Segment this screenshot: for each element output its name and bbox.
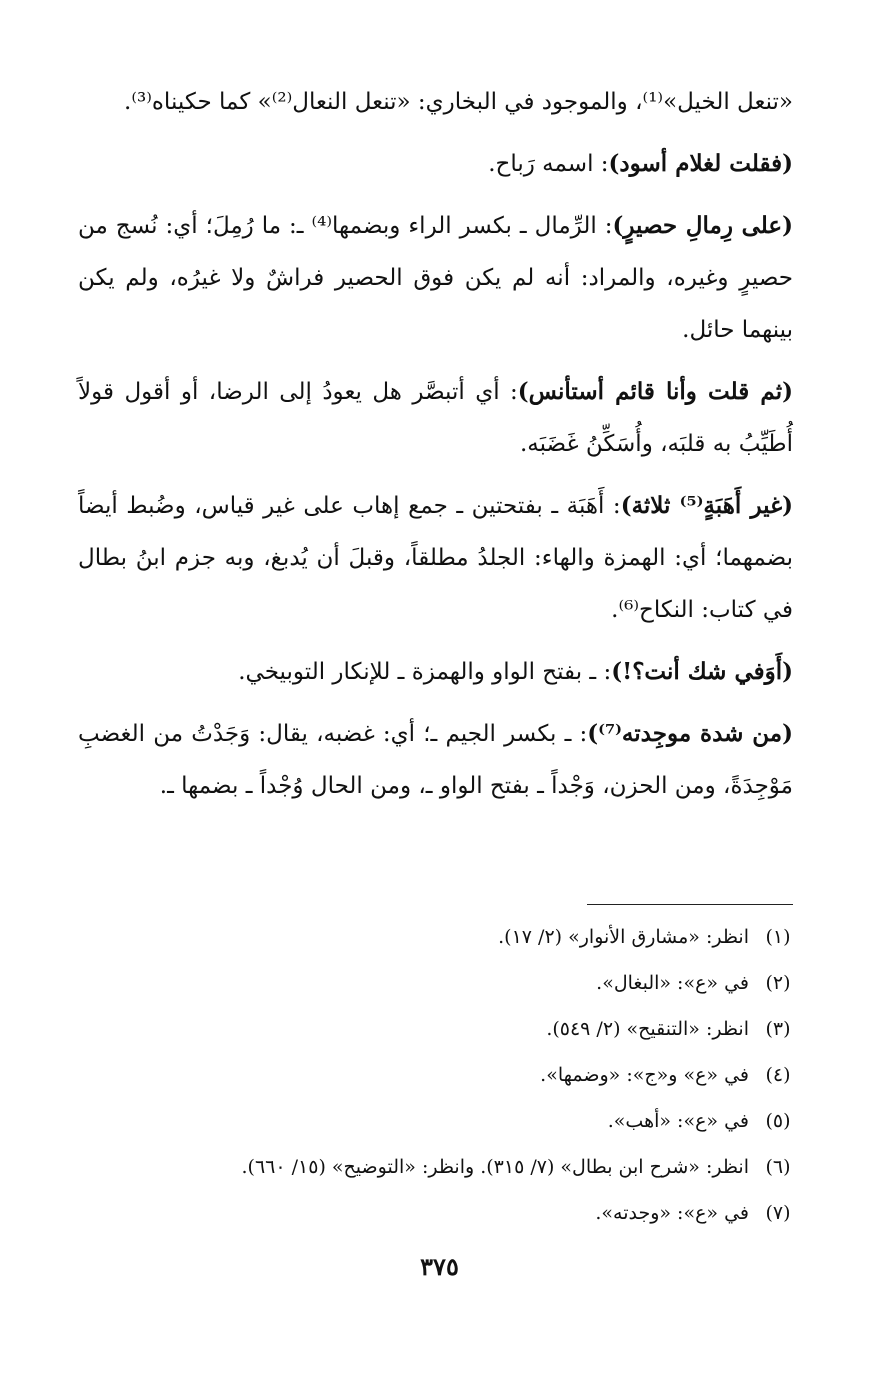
paragraph-heading: (فقلت لغلام أسود) — [608, 150, 793, 177]
footnote-text: في «ع»: «أهب». — [607, 1110, 749, 1132]
footnote-list — [78, 914, 793, 1236]
paragraph-heading: (ثم قلت وأنا قائم أستأنس) — [517, 378, 793, 405]
paragraph — [78, 138, 793, 190]
footnote — [78, 1006, 793, 1052]
paragraph-text: «تنعل الخيل»⁽¹⁾، والموجود في البخاري: «تنعل النعال⁽²⁾» كما حكيناه⁽³⁾. — [124, 89, 793, 115]
footnote — [78, 1144, 793, 1190]
footnote — [78, 1190, 793, 1236]
footnote-text: في «ع»: «البغال». — [596, 972, 749, 994]
paragraph — [78, 200, 793, 356]
paragraph — [78, 480, 793, 636]
footnote — [78, 1098, 793, 1144]
paragraph-text: : أَهَبَة ـ بفتحتين ـ جمع إهاب على غير قياس، وضُبط أيضاً بضمهما؛ أي: الهمزة والهاء: الجلدُ مطلقاً، وقبلَ أن يُدبغ، وبه جزم ابنُ بطال في كتاب: النكاح⁽⁶⁾. — [78, 493, 793, 623]
footnote-number: (٢) — [765, 972, 791, 994]
paragraph-heading: (على رِمالِ حصيرٍ) — [612, 212, 793, 239]
paragraph — [78, 646, 793, 698]
paragraph-heading: (من شدة موجِدته⁽⁷⁾) — [587, 720, 793, 747]
paragraph-heading: (غير أَهَبَةٍ⁽⁵⁾ ثلاثة) — [620, 492, 793, 519]
paragraph-text: : ـ بكسر الجيم ـ؛ أي: غضبه، يقال: وَجَدْتُ من الغضبِ مَوْجِدَةً، ومن الحزن، وَجْداً ـ بفتح الواو ـ، ومن الحال وُجْداً ـ بضمها ـ. — [78, 721, 793, 799]
page-number: ٣٧٥ — [420, 1252, 459, 1281]
paragraph — [78, 76, 793, 128]
footnote-number: (١) — [765, 926, 791, 948]
footnote-number: (٧) — [765, 1202, 791, 1224]
footnote-number: (٥) — [765, 1110, 791, 1132]
footnote-number: (٣) — [765, 1018, 791, 1040]
footnote — [78, 914, 793, 960]
paragraph-heading: (أَوَفي شك أنت؟!) — [611, 658, 793, 685]
paragraph-text: : الرِّمال ـ بكسر الراء وبضمها⁽⁴⁾ ـ: ما رُمِلَ؛ أي: نُسج من حصيرٍ وغيره، والمراد: أنه لم يكن فوق الحصير فراشٌ ولا غيرُه، ولم يكن بينهما حائل. — [78, 213, 793, 343]
main-text — [78, 76, 793, 822]
paragraph-text: : اسمه رَباح. — [488, 151, 609, 177]
paragraph — [78, 366, 793, 470]
footnote-text: في «ع»: «وجدته». — [595, 1202, 749, 1224]
footnote-number: (٤) — [765, 1064, 791, 1086]
footnote-separator — [587, 904, 793, 905]
footnote-text: انظر: «التنقيح» (٢/ ٥٤٩). — [546, 1018, 749, 1040]
footnote-text: انظر: «شرح ابن بطال» (٧/ ٣١٥). وانظر: «التوضيح» (١٥/ ٦٦٠). — [241, 1156, 749, 1178]
paragraph-text: : أي أتبصَّر هل يعودُ إلى الرضا، أو أقول قولاً أُطَيِّبُ به قلبَه، وأُسَكِّنُ غَضَبَه. — [78, 379, 793, 457]
footnote — [78, 960, 793, 1006]
footnote — [78, 1052, 793, 1098]
footnote-text: انظر: «مشارق الأنوار» (٢/ ١٧). — [498, 926, 749, 948]
paragraph — [78, 708, 793, 812]
footnote-text: في «ع» و«ج»: «وضمها». — [540, 1064, 749, 1086]
footnote-number: (٦) — [765, 1156, 791, 1178]
paragraph-text: : ـ بفتح الواو والهمزة ـ للإنكار التوبيخي. — [238, 659, 612, 685]
